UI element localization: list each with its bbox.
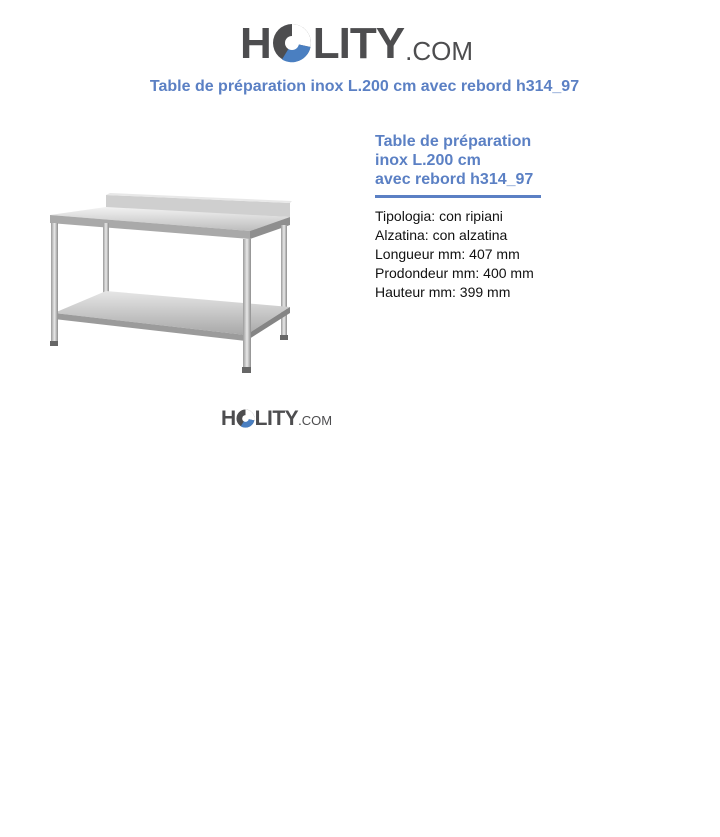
spec-height: Hauteur mm: 399 mm xyxy=(375,284,511,300)
holity-logo-top[interactable] xyxy=(240,12,473,66)
logo-suffix: .COM xyxy=(405,36,473,66)
page-title: Table de préparation inox L.200 cm avec rebord h314_97 xyxy=(149,78,580,95)
product-title xyxy=(375,132,541,198)
logo-letters: LITY xyxy=(312,19,405,68)
spec-typology: Tipologia: con ripiani xyxy=(375,208,503,224)
logo-small-letters: LITY xyxy=(254,407,299,430)
product-title-line: Table de préparation xyxy=(375,133,532,150)
holity-logo-small xyxy=(221,405,332,429)
spec-backsplash: Alzatina: con alzatina xyxy=(375,227,508,243)
spec-list xyxy=(375,207,555,302)
logo-small-suffix: .COM xyxy=(298,413,333,428)
spec-length: Longueur mm: 407 mm xyxy=(375,246,520,262)
product-image xyxy=(40,185,300,380)
product-info xyxy=(375,132,555,302)
logo-small-o-icon xyxy=(236,409,255,428)
logo-small-letter-h: H xyxy=(221,407,236,430)
product-title-line: avec rebord h314_97 xyxy=(375,171,534,188)
product-title-line: inox L.200 cm xyxy=(375,152,481,169)
spec-depth: Prodondeur mm: 400 mm xyxy=(375,265,534,281)
logo-letter-h: H xyxy=(240,19,271,68)
logo-o-icon xyxy=(272,23,312,63)
